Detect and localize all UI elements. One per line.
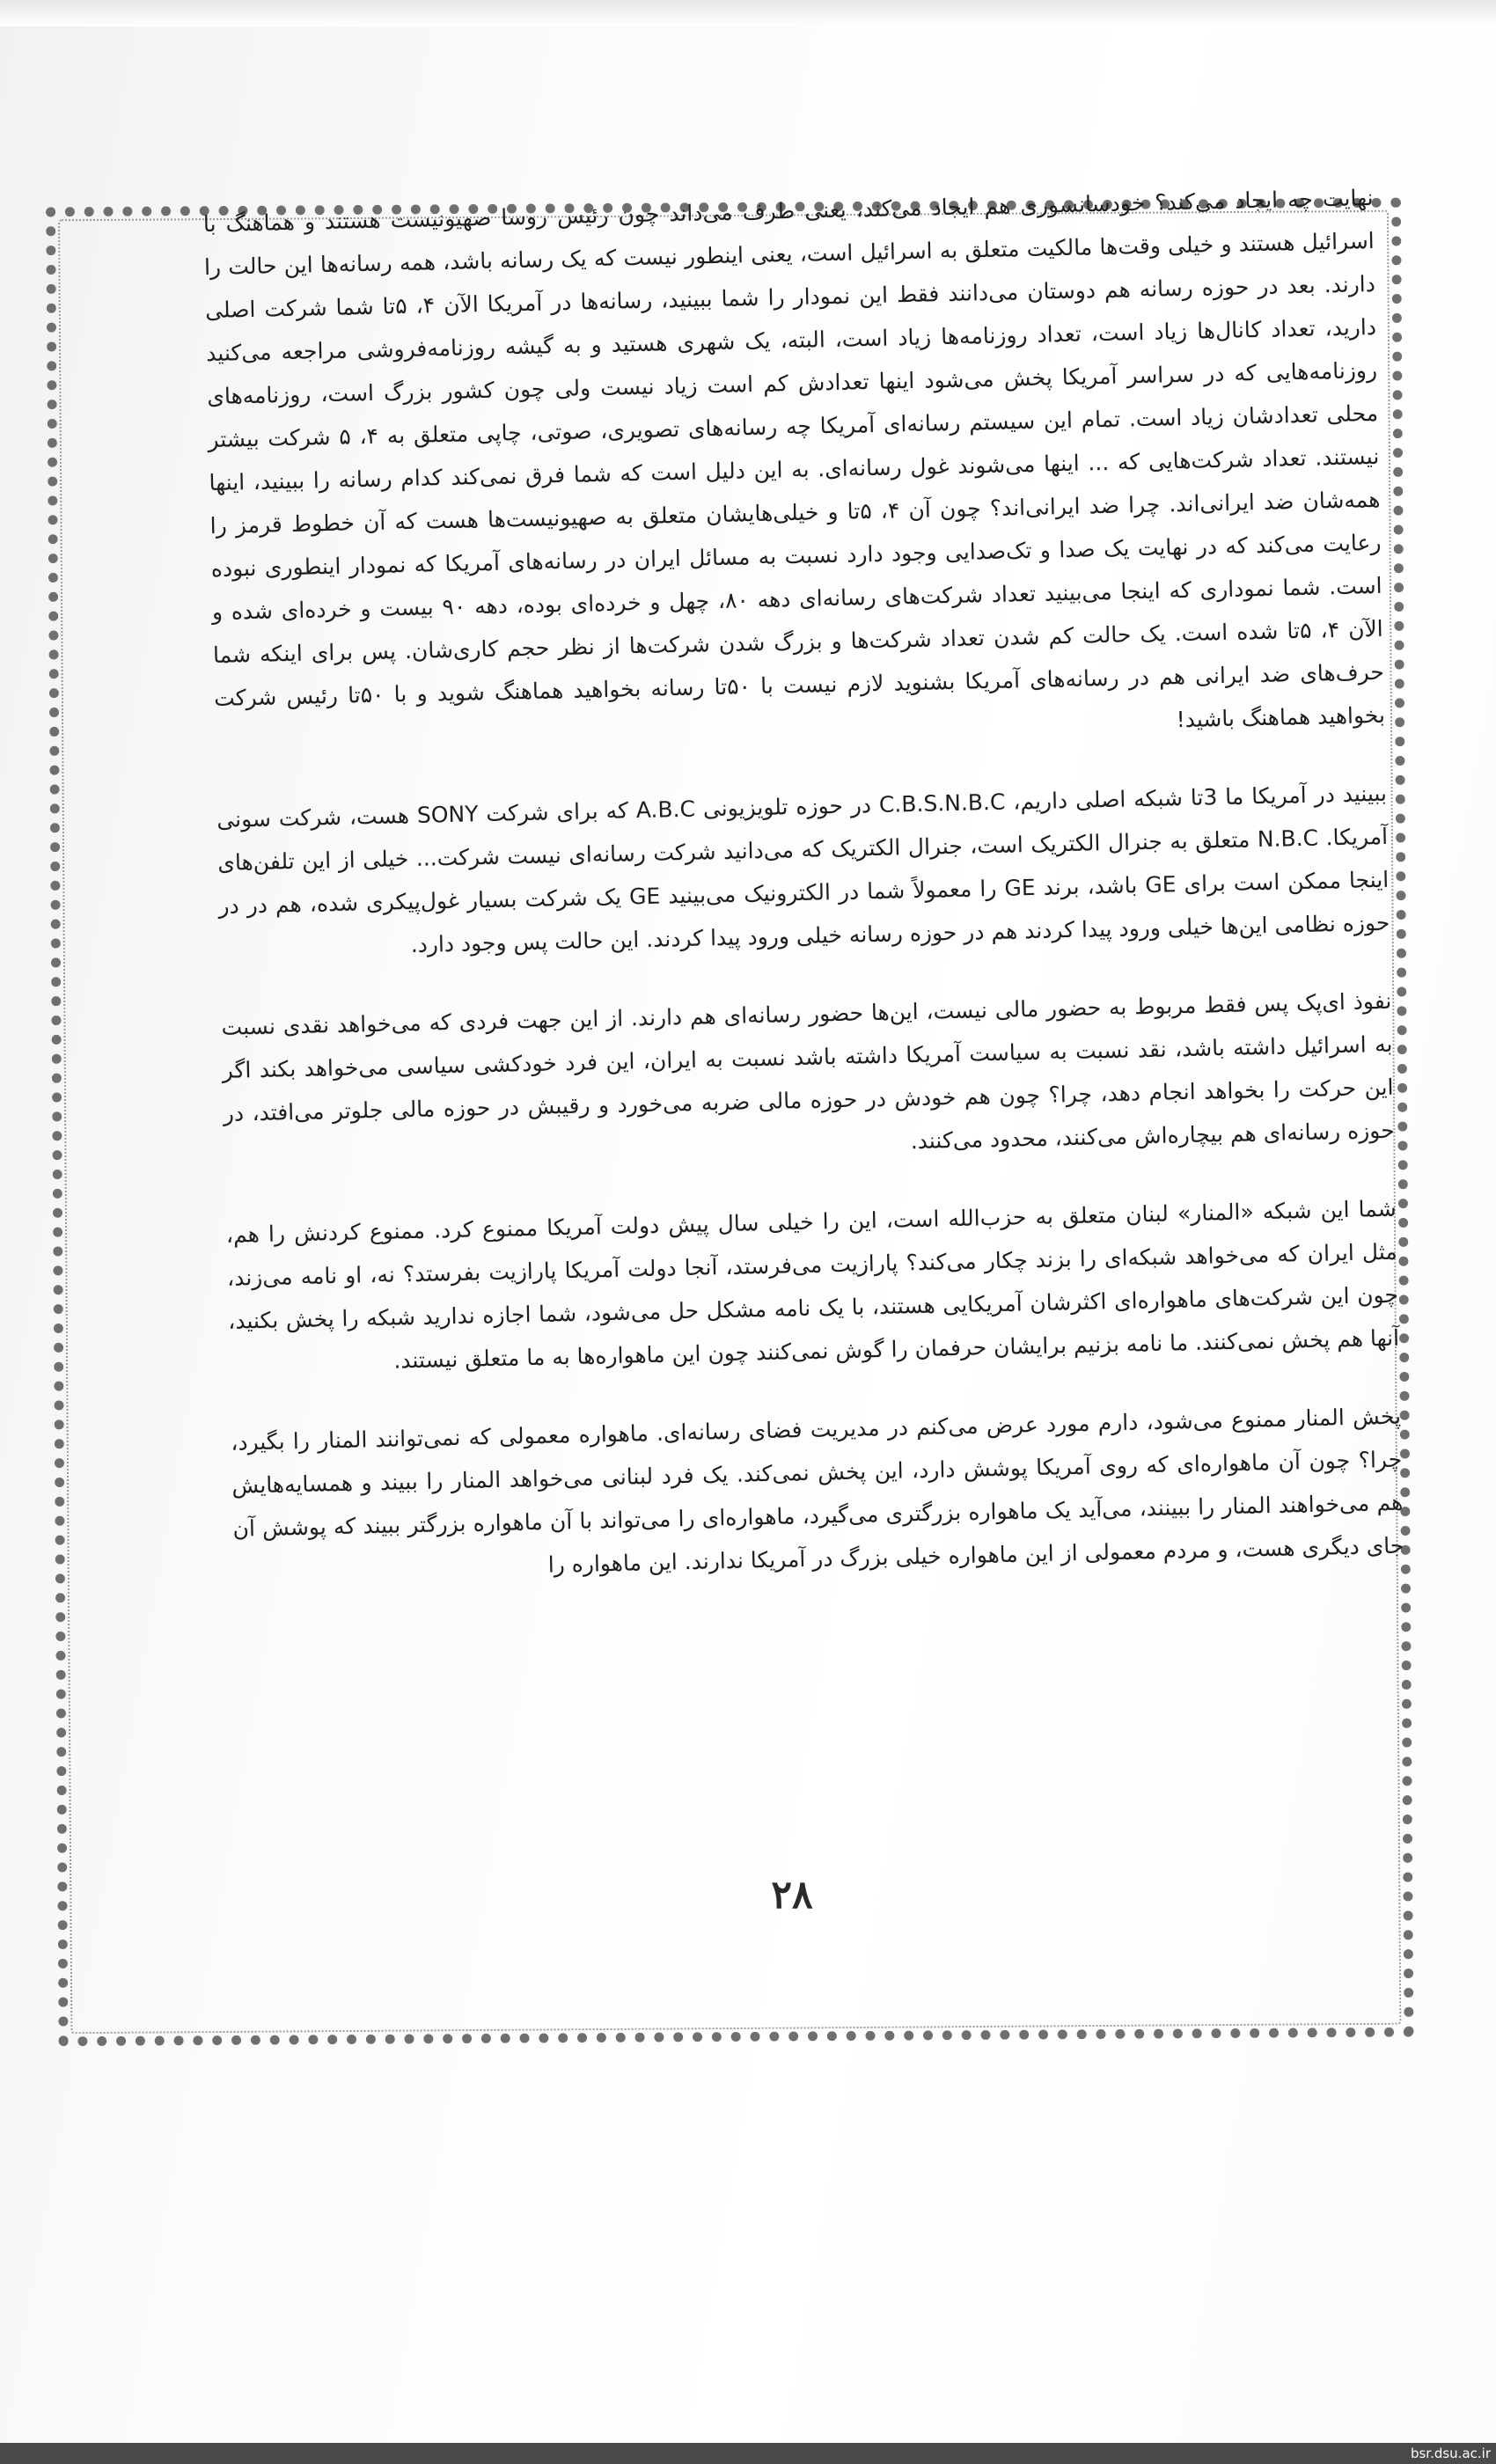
page-number: ۲۸ — [771, 1873, 813, 1918]
footer-bar — [0, 2443, 1496, 2464]
page-body — [202, 176, 1404, 1629]
scan-top-edge — [0, 0, 1496, 26]
paragraph-aipac-influence: نفوذ ای‌پک پس فقط مربوط به حضور مالی نیست، این‌ها حضور رسانه‌ای هم دارند. از این جهت فردی که می‌خواهد نقدی نسبت به اسرائیل داشته باشد، نقد نسبت به سیاست آمریکا داشته باشد نسبت به ایران، این فرد خودکشی سیاسی می‌خواهد بکند اگر این حرکت را بخواهد انجام دهد، چرا؟ چون هم خودش در حوزه مالی ضربه می‌خورد و رقیبش در حوزه مالی جلوتر می‌افتد، در حوزه رسانه‌ای هم بیچاره‌اش می‌کنند، محدود می‌کنند. — [221, 987, 1395, 1155]
paragraph-satellite: پخش المنار ممنوع می‌شود، دارم مورد عرض می‌کنم در مدیریت فضای رسانه‌ای. ماهواره معمولی که نمی‌توانند المنار را بگیرد، چرا؟ چون آن ماهواره‌ای که روی آمریکا پوشش دارد، این پخش نمی‌کند. یک فرد لبنانی می‌خواهد المنار را ببیند و همسایه‌هایش هم می‌خواهند المنار را ببینند، می‌آید یک ماهواره بزرگتری می‌گیرد، ماهواره‌ای را می‌تواند با آن ماهواره بزرگتر ببیند که پوشش آن جای دیگری هست، و مردم معمولی از این ماهواره خیلی بزرگ در آمریکا ندارند. این ماهواره را — [230, 1403, 1404, 1578]
paragraph-media-censorship: نهایت چه ایجاد می‌کند؟ خودسانسوری هم ایجاد می‌کند، یعنی طرف می‌داند چون رئیس روسا صهیونیست هستند و هماهنگ با اسرائیل هستند و خیلی وقت‌ها مالکیت متعلق به اسرائیل است، یعنی اینطور نیست که یک رسانه باشد، همه رسانه‌ها این حالت را دارند. بعد در حوزه رسانه هم دوستان می‌دانند فقط این نمودار را شما ببینید، رسانه‌ها در آمریکا الآن ۴، ۵تا شما شرکت اصلی دارید، تعداد کانال‌ها زیاد است، تعداد روزنامه‌ها زیاد است، البته، یک شهری هستید و به گیشه روزنامه‌فروشی مراجعه می‌کنید روزنامه‌هایی که در سراسر آمریکا پخش می‌شود اینها تعدادش کم است زیاد نیست ولی چون کشور بزرگ است، روزنامه‌های محلی تعدادشان زیاد است. تمام این سیستم رسانه‌ای آمریکا چه رسانه‌های تصویری، صوتی، چاپی متعلق به ۴، ۵ شرکت بیشتر نیستند. تعداد شرکت‌هایی که ... اینها می‌شوند غول رسانه‌ای. به این دلیل است که شما فرق نمی‌کند کدام رسانه را ببینید، اینها همه‌شان ضد ایرانی‌اند. چرا ضد ایرانی‌اند؟ چون آن ۴، ۵تا و خیلی‌هایشان متعلق به صهیونیست‌ها هست که آن خطوط قرمز را رعایت می‌کند که در نهایت یک صدا و تک‌صدایی وجود دارد نسبت به مسائل ایران در رسانه‌های آمریکا که نمودار اینطوری نبوده است. شما نموداری که اینجا می‌بینید تعداد شرکت‌های رسانه‌ای دهه ۸۰، چهل و خرده‌ای بوده، دهه ۹۰ بیست و خرده‌ای شده و الآن ۴، ۵تا شده است. یک حالت کم شدن تعداد شرکت‌ها و بزرگ شدن شرکت‌ها از نظر حجم کاری‌شان. پس برای اینکه شما حرف‌های ضد ایرانی هم در رسانه‌های آمریکا بشنوید لازم نیست با ۵۰تا رسانه بخواهید هماهنگ شوید و با ۵۰تا رئیس شرکت بخواهید هماهنگ باشید! — [202, 184, 1386, 733]
paragraph-tv-networks: ببینید در آمریکا ما 3تا شبکه اصلی داریم، C.B.S.N.B.C در حوزه تلویزیونی A.B.C که برای شرکت SONY هست، شرکت سونی آمریکا. N.B.C متعلق به جنرال الکتریک است، جنرال الکتریک که می‌دانید شرکت رسانه‌ای نیست شرکت... خیلی از این تلفن‌های اینجا ممکن است برای GE باشد، برند GE را معمولاً شما در الکترونیک می‌بینید GE یک شرکت بسیار غول‌پیکری شده، هم در در حوزه نظامی این‌ها خیلی ورود پیدا کردند هم در حوزه رسانه خیلی ورود پیدا کردند. این حالت پس وجود دارد. — [216, 780, 1390, 958]
paragraph-al-manar-ban: شما این شبکه «المنار» لبنان متعلق به حزب‌الله است، این را خیلی سال پیش دولت آمریکا ممنوع کرد. ممنوع کردنش را هم، مثل ایران که می‌خواهد شبکه‌ای را بزند چکار می‌کند؟ پارازیت می‌فرستد، آنجا دولت آمریکا پارازیت بفرستد؟ نه، او نامه می‌زند، چون این شرکت‌های ماهواره‌ای اکثرشان آمریکایی هستند، با یک نامه مشکل حل می‌شود، شما اجازه ندارید شبکه را پخش بکنید، آنها هم پخش نمی‌کنند. ما نامه بزنیم برایشان حرفمان را گوش نمی‌کنند چون این ماهواره‌ها به ما متعلق نیستند. — [225, 1195, 1400, 1374]
site-watermark: bsr.dsu.ac.ir — [1410, 2446, 1491, 2461]
